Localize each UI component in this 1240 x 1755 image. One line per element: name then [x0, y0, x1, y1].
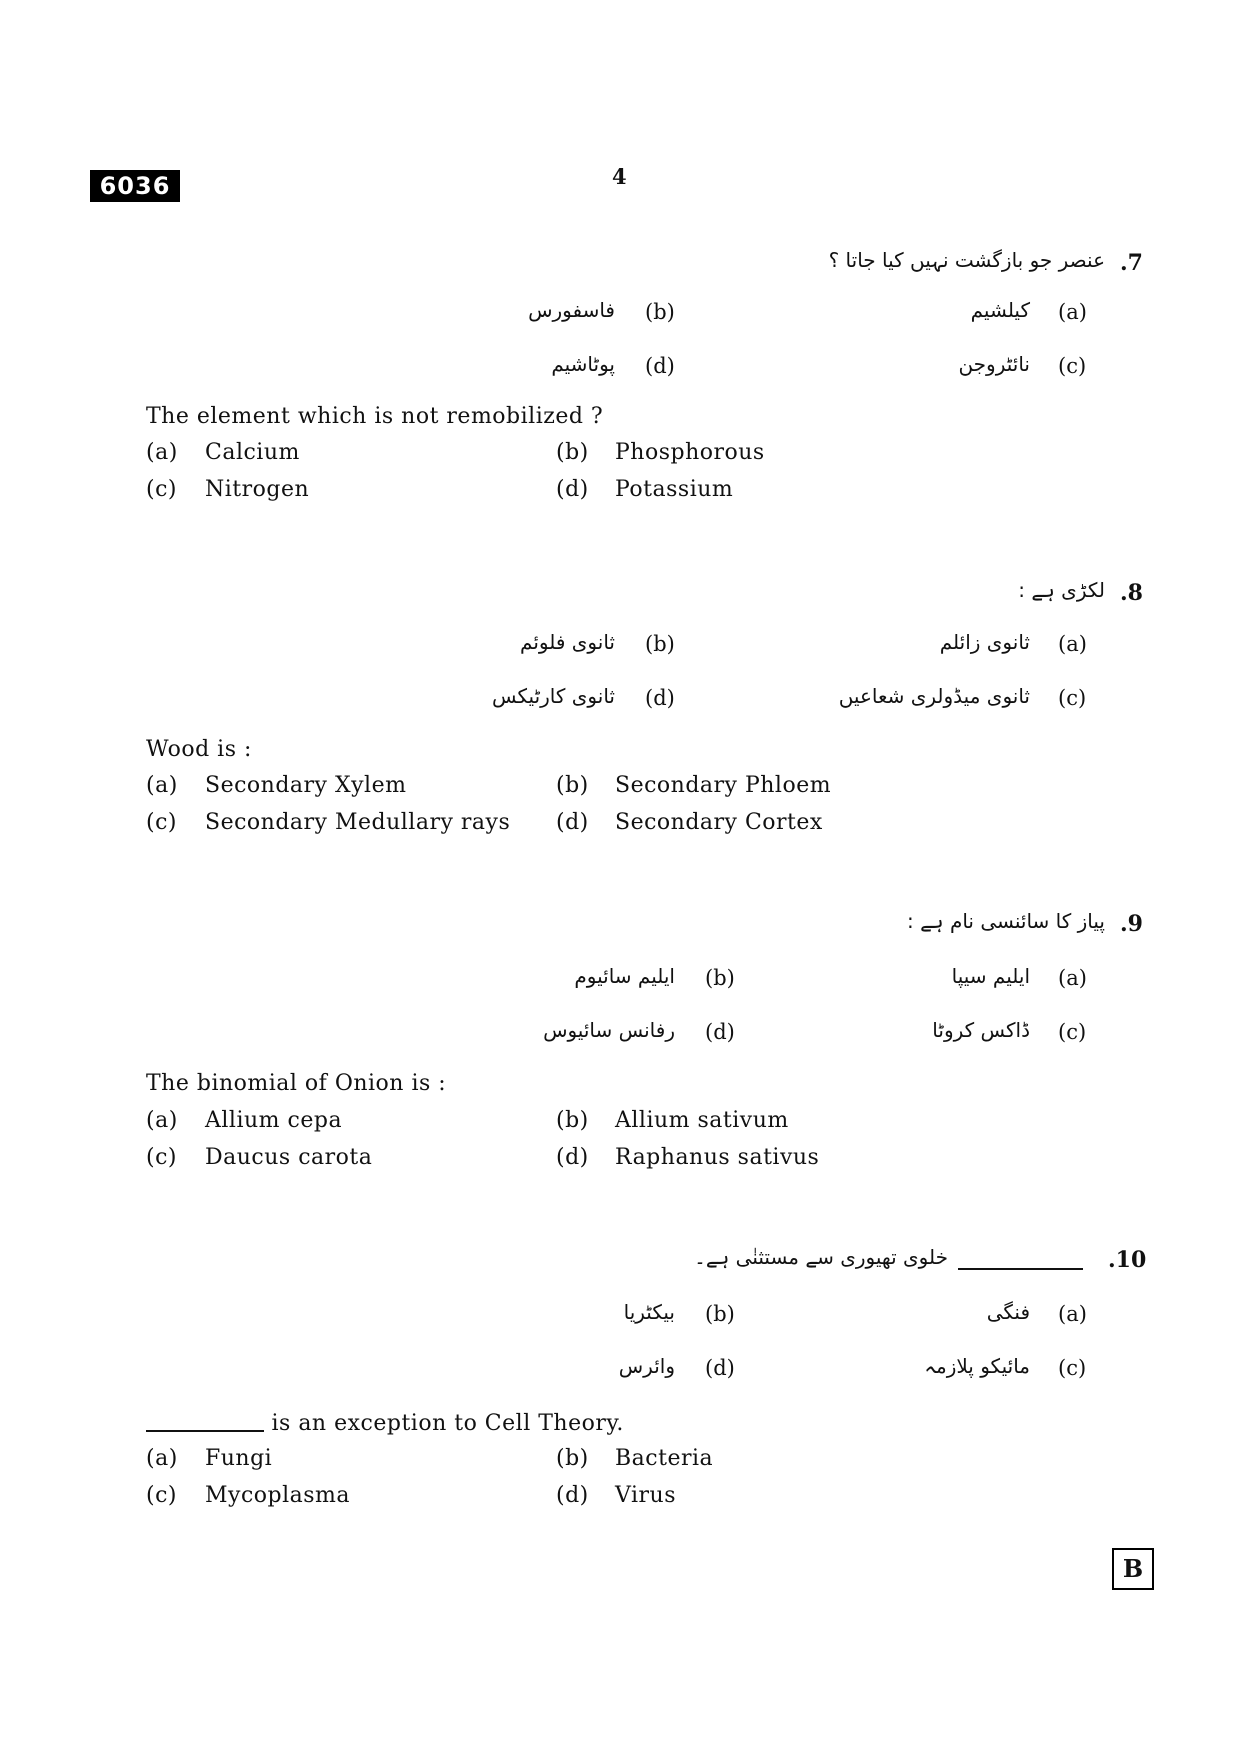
urdu-option-label-b: (b) — [645, 300, 675, 324]
urdu-option-label-d: (d) — [645, 354, 675, 378]
english-option-d: Potassium — [615, 477, 734, 502]
urdu-option-c: نائٹروجن — [958, 352, 1030, 376]
english-option-a: Secondary Xylem — [205, 773, 407, 798]
urdu-option-a: کیلشیم — [970, 298, 1030, 322]
urdu-option-label-a: (a) — [1058, 966, 1087, 990]
question-number: .9 — [1120, 911, 1143, 937]
urdu-question-text: لکڑی ہے : — [1018, 578, 1105, 602]
urdu-option-label-a: (a) — [1058, 1302, 1087, 1326]
english-option-c: Mycoplasma — [205, 1483, 351, 1508]
urdu-option-label-d: (d) — [705, 1356, 735, 1380]
english-option-b: Allium sativum — [615, 1108, 789, 1133]
urdu-option-d: رفانس سائیوس — [543, 1018, 675, 1042]
english-option-label-d: (d) — [556, 477, 589, 502]
urdu-option-label-c: (c) — [1058, 1020, 1087, 1044]
english-question-text: is an exception to Cell Theory. — [271, 1411, 624, 1436]
urdu-option-b: ثانوی فلوئم — [520, 630, 615, 654]
english-question-text: Wood is : — [146, 737, 252, 762]
question-number: .8 — [1120, 580, 1143, 606]
urdu-fill-blank — [958, 1268, 1083, 1270]
urdu-option-label-a: (a) — [1058, 300, 1087, 324]
urdu-option-d: پوٹاشیم — [551, 352, 615, 376]
english-option-d: Raphanus sativus — [615, 1145, 820, 1170]
english-option-label-a: (a) — [146, 1108, 178, 1133]
english-option-label-c: (c) — [146, 1483, 177, 1508]
english-option-label-a: (a) — [146, 773, 178, 798]
urdu-option-b: بیکٹریا — [623, 1300, 675, 1324]
english-option-label-b: (b) — [556, 773, 589, 798]
urdu-option-b: ایلیم سائیوم — [574, 964, 675, 988]
english-option-a: Calcium — [205, 440, 300, 465]
urdu-option-c: ثانوی میڈولری شعاعیں — [838, 684, 1030, 708]
urdu-option-a: فنگی — [986, 1300, 1030, 1324]
urdu-option-d: وائرس — [618, 1354, 675, 1378]
urdu-option-c: مائیکو پلازمہ — [924, 1354, 1030, 1378]
urdu-option-label-d: (d) — [645, 686, 675, 710]
paper-code-badge: 6036 — [90, 170, 180, 202]
urdu-option-label-b: (b) — [705, 1302, 735, 1326]
english-option-d: Secondary Cortex — [615, 810, 823, 835]
english-option-b: Bacteria — [615, 1446, 714, 1471]
urdu-option-label-c: (c) — [1058, 1356, 1087, 1380]
english-option-c: Nitrogen — [205, 477, 310, 502]
urdu-question-text: پیاز کا سائنسی نام ہے : — [907, 909, 1105, 933]
english-option-c: Secondary Medullary rays — [205, 810, 511, 835]
english-option-label-b: (b) — [556, 1108, 589, 1133]
urdu-option-c: ڈاکس کروٹا — [932, 1018, 1030, 1042]
english-option-label-a: (a) — [146, 1446, 178, 1471]
english-fill-blank — [146, 1410, 264, 1432]
urdu-option-d: ثانوی کارٹیکس — [492, 684, 615, 708]
english-option-a: Allium cepa — [205, 1108, 343, 1133]
english-option-c: Daucus carota — [205, 1145, 373, 1170]
english-question-line — [146, 1410, 624, 1436]
english-option-d: Virus — [615, 1483, 677, 1508]
urdu-question-text: خلوی تھیوری سے مستثنٰی ہے۔ — [694, 1245, 948, 1269]
urdu-option-a: ایلیم سیپا — [951, 964, 1030, 988]
english-option-label-a: (a) — [146, 440, 178, 465]
urdu-option-label-c: (c) — [1058, 686, 1087, 710]
urdu-question-text: عنصر جو بازگشت نہیں کیا جاتا ؟ — [828, 248, 1105, 272]
english-option-label-b: (b) — [556, 1446, 589, 1471]
english-option-label-c: (c) — [146, 1145, 177, 1170]
urdu-option-label-a: (a) — [1058, 632, 1087, 656]
page-number: 4 — [612, 164, 627, 189]
english-option-b: Secondary Phloem — [615, 773, 832, 798]
english-option-label-d: (d) — [556, 810, 589, 835]
urdu-option-label-c: (c) — [1058, 354, 1087, 378]
english-question-text: The binomial of Onion is : — [146, 1071, 447, 1096]
english-option-label-d: (d) — [556, 1145, 589, 1170]
english-option-b: Phosphorous — [615, 440, 765, 465]
english-option-label-d: (d) — [556, 1483, 589, 1508]
english-option-a: Fungi — [205, 1446, 273, 1471]
urdu-option-label-d: (d) — [705, 1020, 735, 1044]
english-option-label-c: (c) — [146, 810, 177, 835]
question-number: .7 — [1120, 250, 1143, 276]
urdu-option-label-b: (b) — [705, 966, 735, 990]
urdu-option-a: ثانوی زائلم — [939, 630, 1030, 654]
english-question-text: The element which is not remobilized ? — [146, 404, 604, 429]
question-number: .10 — [1108, 1247, 1147, 1273]
english-option-label-c: (c) — [146, 477, 177, 502]
english-option-label-b: (b) — [556, 440, 589, 465]
urdu-option-label-b: (b) — [645, 632, 675, 656]
paper-version-box: B — [1112, 1548, 1154, 1590]
urdu-option-b: فاسفورس — [528, 298, 615, 322]
